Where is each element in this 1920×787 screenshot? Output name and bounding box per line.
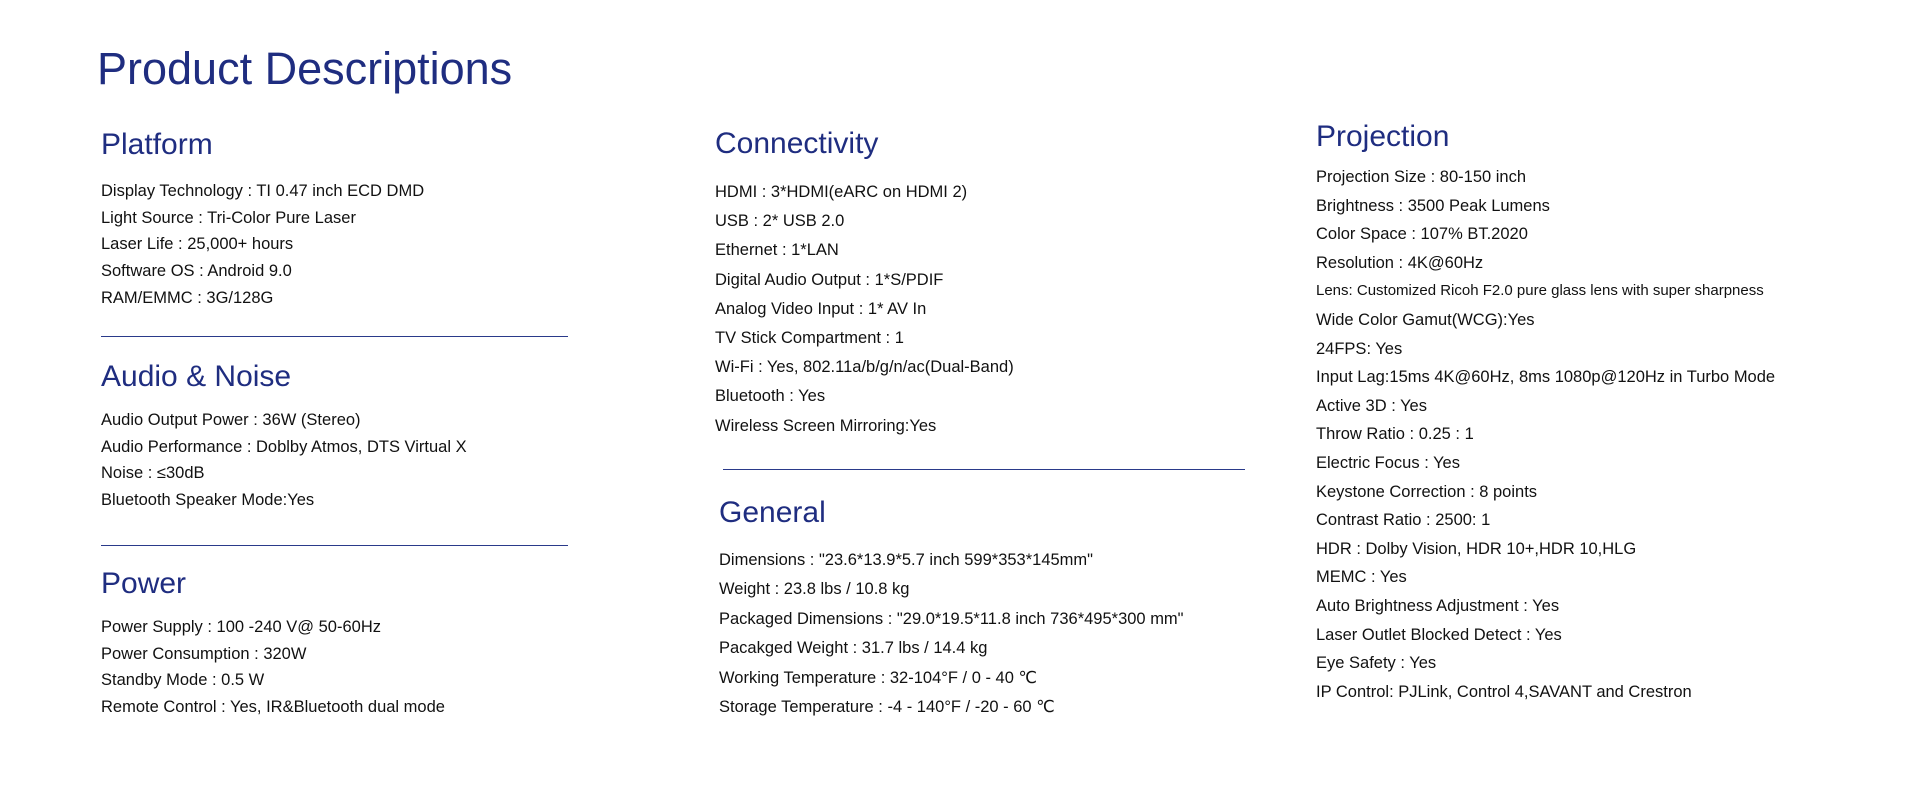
- spec-item: Keystone Correction : 8 points: [1316, 482, 1538, 501]
- power-spec-list: [101, 614, 445, 721]
- general-spec-list: [719, 546, 1184, 722]
- spec-item: Software OS : Android 9.0: [101, 262, 292, 281]
- general-heading: General: [719, 496, 826, 529]
- spec-item: Lens: Customized Ricoh F2.0 pure glass lens with super sharpness: [1316, 282, 1764, 300]
- spec-item: Audio Performance : Doblby Atmos, DTS Virtual X: [101, 437, 467, 456]
- power-section: [101, 567, 445, 721]
- spec-item: MEMC : Yes: [1316, 568, 1407, 587]
- power-heading: Power: [101, 567, 187, 600]
- page-title: Product Descriptions: [97, 43, 513, 94]
- spec-item: Pacakged Weight : 31.7 lbs / 14.4 kg: [719, 639, 988, 658]
- platform-heading: Platform: [101, 128, 213, 161]
- spec-item: Brightness : 3500 Peak Lumens: [1316, 196, 1550, 215]
- connectivity-section: [715, 127, 1014, 441]
- spec-item: Power Supply : 100 -240 V@ 50-60Hz: [101, 618, 381, 636]
- spec-item: Remote Control : Yes, IR&Bluetooth dual mode: [101, 698, 445, 717]
- spec-item: Bluetooth Speaker Mode:Yes: [101, 491, 315, 510]
- spec-item: Standby Mode : 0.5 W: [101, 671, 265, 690]
- projection-section: [1316, 120, 1775, 706]
- audio-noise-heading: Audio & Noise: [101, 360, 292, 393]
- section-divider: [101, 336, 568, 337]
- spec-item: Active 3D : Yes: [1316, 396, 1427, 415]
- platform-spec-list: [101, 178, 424, 312]
- section-divider: [101, 545, 568, 546]
- projection-spec-list: [1316, 163, 1775, 706]
- spec-item: Auto Brightness Adjustment : Yes: [1316, 596, 1560, 615]
- spec-item: 24FPS: Yes: [1316, 339, 1403, 358]
- spec-item: Display Technology : TI 0.47 inch ECD DMD: [101, 182, 425, 200]
- spec-item: Power Consumption : 320W: [101, 644, 307, 663]
- spec-item: Laser Life : 25,000+ hours: [101, 235, 294, 254]
- spec-item: Noise : ≤30dB: [101, 464, 205, 483]
- spec-item: Weight : 23.8 lbs / 10.8 kg: [719, 580, 910, 599]
- spec-item: Wireless Screen Mirroring:Yes: [715, 416, 937, 435]
- spec-item: Ethernet : 1*LAN: [715, 241, 839, 260]
- spec-item: Light Source : Tri-Color Pure Laser: [101, 208, 356, 227]
- spec-item: Working Temperature : 32-104°F / 0 - 40 ℃: [719, 668, 1037, 687]
- spec-item: Analog Video Input : 1* AV In: [715, 299, 927, 318]
- spec-item: Laser Outlet Blocked Detect : Yes: [1316, 625, 1562, 644]
- spec-item: USB : 2* USB 2.0: [715, 212, 845, 231]
- spec-item: Wi-Fi : Yes, 802.11a/b/g/n/ac(Dual-Band): [715, 358, 1014, 377]
- platform-section: [101, 128, 424, 312]
- connectivity-spec-list: [715, 178, 1014, 441]
- spec-item: Eye Safety : Yes: [1316, 654, 1437, 673]
- spec-item: Projection Size : 80-150 inch: [1316, 168, 1527, 186]
- spec-item: HDR : Dolby Vision, HDR 10+,HDR 10,HLG: [1316, 539, 1637, 558]
- audio-noise-spec-list: [101, 407, 467, 514]
- section-divider: [723, 469, 1245, 470]
- general-section: [719, 496, 1184, 722]
- spec-item: Dimensions : "23.6*13.9*5.7 inch 599*353*145mm": [719, 551, 1094, 569]
- spec-item: TV Stick Compartment : 1: [715, 329, 904, 348]
- spec-item: Color Space : 107% BT.2020: [1316, 225, 1528, 244]
- spec-item: IP Control: PJLink, Control 4,SAVANT and Crestron: [1316, 682, 1692, 701]
- spec-item: RAM/EMMC : 3G/128G: [101, 288, 274, 307]
- spec-item: Resolution : 4K@60Hz: [1316, 253, 1484, 272]
- spec-item: Storage Temperature : -4 - 140°F / -20 - 60 ℃: [719, 698, 1055, 717]
- audio-noise-section: [101, 360, 467, 514]
- spec-item: Input Lag:15ms 4K@60Hz, 8ms 1080p@120Hz in Turbo Mode: [1316, 368, 1776, 387]
- spec-item: Bluetooth : Yes: [715, 387, 826, 406]
- spec-item: Contrast Ratio : 2500: 1: [1316, 511, 1491, 530]
- connectivity-heading: Connectivity: [715, 127, 879, 160]
- spec-item: Electric Focus : Yes: [1316, 453, 1460, 472]
- spec-item: Packaged Dimensions : "29.0*19.5*11.8 inch 736*495*300 mm": [719, 609, 1184, 628]
- spec-item: Digital Audio Output : 1*S/PDIF: [715, 270, 944, 289]
- spec-item: Wide Color Gamut(WCG):Yes: [1316, 310, 1535, 329]
- projection-heading: Projection: [1316, 120, 1450, 153]
- spec-item: Audio Output Power : 36W (Stereo): [101, 411, 361, 429]
- spec-item: Throw Ratio : 0.25 : 1: [1316, 425, 1474, 444]
- spec-item: HDMI : 3*HDMI(eARC on HDMI 2): [715, 183, 968, 201]
